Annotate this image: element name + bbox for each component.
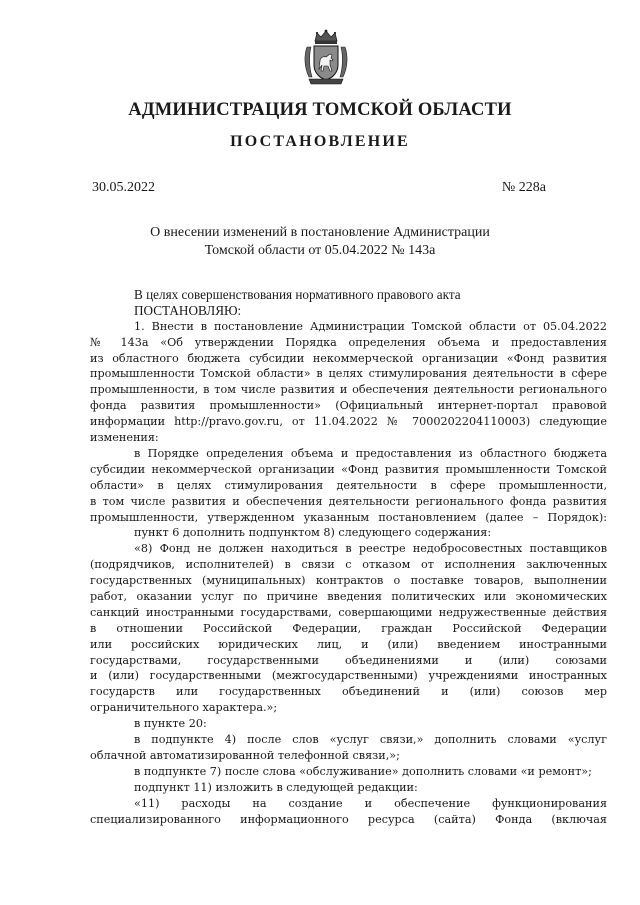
body-line: государствами, государственными объединениями и (или) союзами bbox=[90, 653, 607, 667]
body-line: из областного бюджета субсидии некоммерческой организации «Фонд развития bbox=[90, 351, 607, 365]
body-line: в подпункте 4) после слов «услуг связи,» дополнить словами «услуг bbox=[134, 733, 607, 747]
body-line: «8) Фонд не должен находиться в реестре недобросовестных поставщиков bbox=[134, 542, 607, 556]
body-line: в Порядке определения объема и предоставления из областного бюджета bbox=[134, 446, 607, 460]
subject-line: О внесении изменений в постановление Администрации bbox=[150, 225, 490, 240]
resolve-heading: ПОСТАНОВЛЯЮ: bbox=[134, 302, 242, 318]
body-line: подпункт 11) изложить в следующей редакции: bbox=[134, 780, 418, 794]
document-number: № 228а bbox=[501, 180, 546, 195]
coat-of-arms-emblem bbox=[301, 27, 351, 87]
body-line: промышленности Томской области» в целях стимулирования деятельности в сфере bbox=[90, 367, 607, 381]
body-line: санкций иностранными государствами, совершающими недружественные действия bbox=[90, 605, 607, 619]
document-body bbox=[90, 287, 607, 827]
body-line: промышленности, в том числе развития и обеспечения деятельности регионального bbox=[90, 383, 607, 397]
body-line: государственных (муниципальных) контрактов о поставке товаров, выполнении bbox=[90, 574, 607, 588]
body-line: «11) расходы на создание и обеспечение функционирования bbox=[134, 796, 607, 810]
body-line: специализированного информационного ресурса (сайта) Фонда (включая bbox=[90, 812, 607, 826]
body-line: изменения: bbox=[90, 431, 159, 445]
body-line: в том числе развития и обеспечения деятельности регионального фонда развития bbox=[90, 494, 607, 508]
body-line: № 143а «Об утверждении Порядка определения объема и предоставления bbox=[90, 335, 607, 349]
body-line: (подрядчиков, исполнителей) в связи с отказом от исполнения заключенных bbox=[90, 558, 607, 572]
body-line: информации http://pravo.gov.ru, от 11.04.2022 № 7000202204110003) следующие bbox=[90, 415, 607, 429]
body-line: в подпункте 7) после слова «обслуживание» дополнить словами «и ремонт»; bbox=[134, 764, 592, 778]
body-line: 1. Внести в постановление Администрации Томской области от 05.04.2022 bbox=[134, 319, 607, 333]
body-line: ограничительного характера.»; bbox=[90, 701, 278, 715]
document-date: 30.05.2022 bbox=[92, 180, 155, 195]
subject-line: Томской области от 05.04.2022 № 143а bbox=[204, 243, 436, 258]
body-line: субсидии некоммерческой организации «Фонд развития промышленности Томской bbox=[90, 462, 607, 476]
body-line: в отношении Российской Федерации, граждан Российской Федерации bbox=[90, 621, 607, 635]
body-line: государств или государственных объединений и (или) союзов мер bbox=[90, 685, 607, 699]
body-line: или российских юридических лиц, и (или) введением иностранными bbox=[90, 637, 607, 651]
document-type-title: ПОСТАНОВЛЕНИЕ bbox=[230, 133, 410, 150]
document-subject bbox=[90, 224, 550, 260]
body-line: работ, оказании услуг по причине введения политических или экономических bbox=[90, 589, 607, 603]
body-line: пункт 6 дополнить подпунктом 8) следующего содержания: bbox=[134, 526, 492, 540]
organization-title: АДМИНИСТРАЦИЯ ТОМСКОЙ ОБЛАСТИ bbox=[128, 100, 512, 120]
body-line: области» в целях стимулирования деятельности в сфере промышленности, bbox=[90, 478, 607, 492]
body-line: промышленности, утвержденном указанным постановлением (далее – Порядок): bbox=[90, 510, 607, 524]
body-line: фонда развития промышленности» (Официальный интернет-портал правовой bbox=[90, 399, 607, 413]
body-line: и (или) государственными (межгосударственными) учреждениями иностранных bbox=[90, 669, 607, 683]
preamble-line: В целях совершенствования нормативного правового акта bbox=[134, 287, 461, 302]
body-line: облачной автоматизированной телефонной связи,»; bbox=[90, 748, 400, 762]
body-line: в пункте 20: bbox=[134, 717, 207, 731]
